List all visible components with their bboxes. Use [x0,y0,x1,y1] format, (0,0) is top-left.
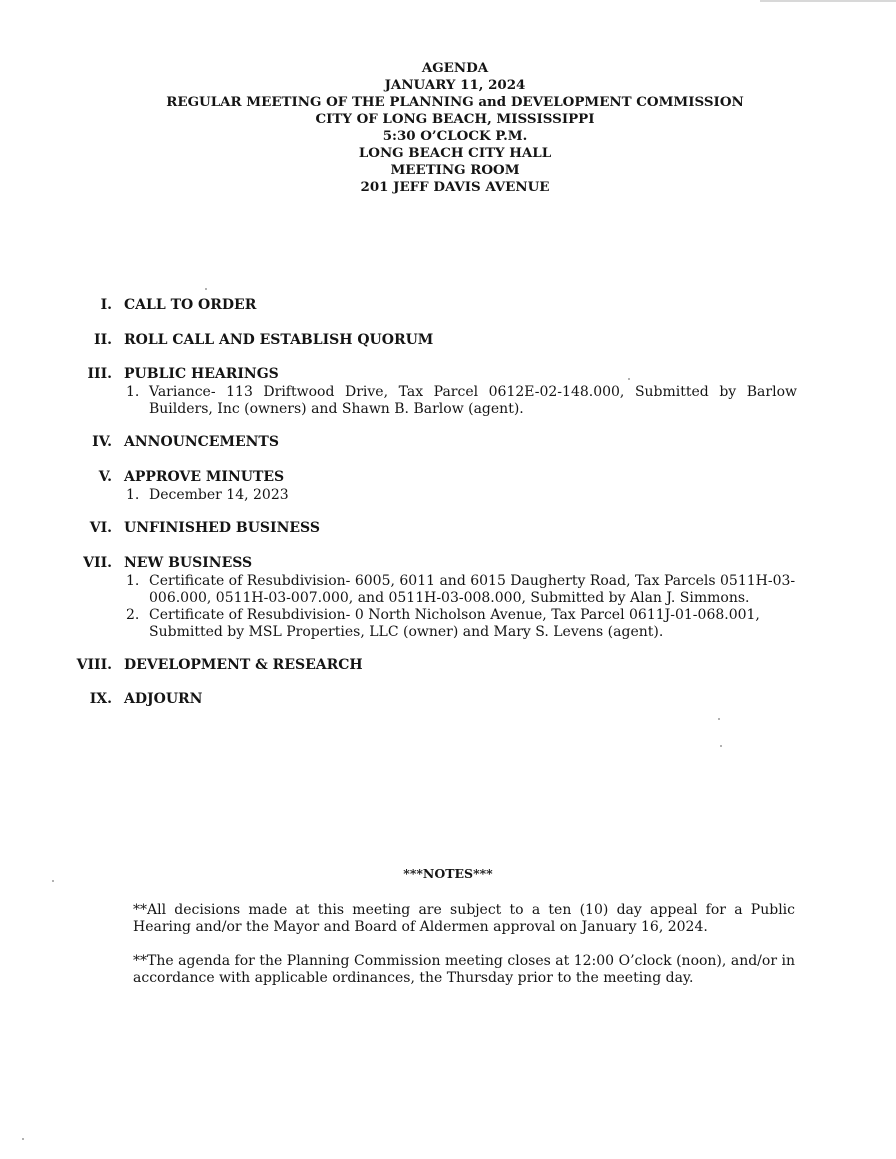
section-numeral: V. [98,469,112,485]
agenda-section-new-business [0,555,896,641]
scan-speck [718,718,720,720]
section-title: PUBLIC HEARINGS [124,366,279,382]
section-numeral: VI. [89,520,112,536]
agenda-section-adjourn [0,691,896,709]
scan-edge-mark [760,0,896,2]
section-numeral: II. [94,332,112,348]
section-numeral: VII. [83,555,112,571]
note-agenda-deadline: **The agenda for the Planning Commission meeting closes at 12:00 O’clock (noon), and/or in accordance with applicable ordinances, the Thursday prior to the meeting day. [133,953,795,986]
section-numeral: I. [100,297,112,313]
item-text: Variance- 113 Driftwood Drive, Tax Parcel 0612E-02-148.000, Submitted by Barlow Builders, Inc (owners) and Shawn B. Barlow (agent). [149,384,797,417]
agenda-section-announcements [0,434,896,452]
item-text: Certificate of Resubdivision- 0 North Nicholson Avenue, Tax Parcel 0611J-01-068.001, Submitted by MSL Properties, LLC (owner) and Mary S. Levens (agent). [149,607,760,640]
section-numeral: VIII. [76,657,112,673]
scan-speck [205,288,207,290]
scan-speck [720,745,722,747]
header-time: 5:30 O’CLOCK P.M. [382,128,528,144]
header-date: JANUARY 11, 2024 [384,77,526,93]
header-title: AGENDA [421,60,489,76]
section-title: ADJOURN [124,691,203,707]
item-text: December 14, 2023 [149,487,289,503]
header-meeting: REGULAR MEETING OF THE PLANNING and DEVELOPMENT COMMISSION [166,94,744,110]
item-number: 1. [126,487,140,503]
notes-title: ***NOTES*** [403,866,493,881]
agenda-section-roll-call [0,332,896,350]
section-title: ANNOUNCEMENTS [124,434,279,450]
item-number: 1. [126,573,140,589]
section-numeral: IX. [89,691,112,707]
list-item [0,384,896,418]
section-title: ROLL CALL AND ESTABLISH QUORUM [124,332,434,348]
item-number: 1. [126,384,140,400]
scan-speck [52,880,54,882]
section-numeral: III. [87,366,112,382]
section-title: APPROVE MINUTES [124,469,285,485]
agenda-section-call-to-order [0,297,896,315]
section-title: CALL TO ORDER [124,297,257,313]
agenda-section-public-hearings [0,366,896,418]
list-item [0,487,896,504]
header-venue: LONG BEACH CITY HALL [358,145,552,161]
section-title: UNFINISHED BUSINESS [124,520,320,536]
header-city: CITY OF LONG BEACH, MISSISSIPPI [315,111,595,127]
scan-speck [22,1138,24,1140]
item-number: 2. [126,607,140,623]
list-item [0,573,896,607]
agenda-header [0,60,896,196]
agenda-section-unfinished-business [0,520,896,538]
section-title: DEVELOPMENT & RESEARCH [124,657,363,673]
agenda-section-development-research [0,657,896,675]
header-room: MEETING ROOM [390,162,520,178]
header-address: 201 JEFF DAVIS AVENUE [360,179,550,195]
section-title: NEW BUSINESS [124,555,253,571]
section-numeral: IV. [92,434,112,450]
agenda-section-approve-minutes [0,469,896,504]
scan-speck [628,378,630,380]
list-item [0,607,896,641]
item-text: Certificate of Resubdivision- 6005, 6011 and 6015 Daugherty Road, Tax Parcels 0511H-03-006.000, 0511H-03-007.000, and 0511H-03-008.000, Submitted by Alan J. Simmons. [149,573,796,606]
note-appeal: **All decisions made at this meeting are subject to a ten (10) day appeal for a Public Hearing and/or the Mayor and Board of Aldermen approval on January 16, 2024. [133,902,795,935]
